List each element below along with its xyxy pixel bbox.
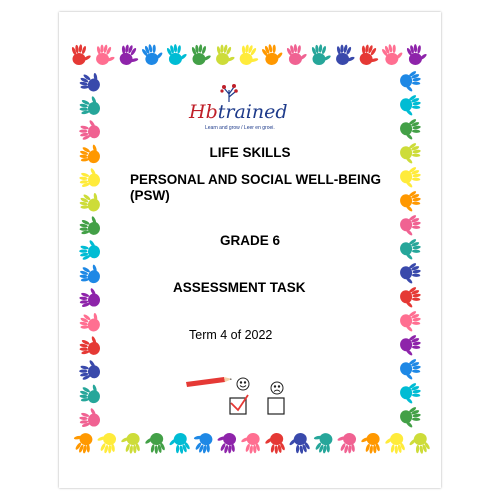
hand-print-icon xyxy=(140,41,165,67)
hand-print-icon xyxy=(167,431,192,456)
hand-print-icon xyxy=(78,261,103,286)
hand-print-icon xyxy=(70,430,96,456)
hand-print-icon xyxy=(78,334,101,357)
hand-print-icon xyxy=(407,431,432,456)
checked-box-icon xyxy=(230,395,248,414)
hand-print-icon xyxy=(79,167,100,188)
hand-print-icon xyxy=(191,44,211,65)
hand-print-icon xyxy=(357,42,382,68)
hand-print-icon xyxy=(398,309,423,334)
topic-title-line1: PERSONAL AND SOCIAL WELL-BEING xyxy=(130,172,382,187)
hand-print-icon xyxy=(237,42,262,68)
grade-title: GRADE 6 xyxy=(219,233,280,248)
hand-print-icon xyxy=(398,69,423,94)
hand-print-icon xyxy=(311,44,331,65)
hand-print-icon xyxy=(398,189,423,214)
hand-print-icon xyxy=(398,285,423,310)
hand-print-icon xyxy=(77,188,103,214)
brand-name-part1: Hb xyxy=(189,101,218,123)
hand-print-icon xyxy=(398,261,423,286)
hand-print-icon xyxy=(240,433,261,455)
task-title: ASSESSMENT TASK xyxy=(173,280,306,295)
hand-print-icon xyxy=(78,359,101,381)
hand-print-icon xyxy=(335,431,359,455)
hand-print-icon xyxy=(334,43,357,66)
hand-print-icon xyxy=(165,43,188,66)
brand-tagline: Learn and grow / Leer en groei. xyxy=(205,125,275,131)
empty-box-icon xyxy=(268,398,284,414)
hand-print-icon xyxy=(398,117,423,142)
hand-print-icon xyxy=(214,43,237,66)
subject-title: LIFE SKILLS xyxy=(209,145,291,160)
brand-logo xyxy=(189,101,288,123)
hand-print-icon xyxy=(120,433,141,455)
hand-print-icon xyxy=(77,308,103,334)
hand-print-icon xyxy=(78,381,103,406)
hand-print-icon xyxy=(144,432,166,455)
hand-print-icon xyxy=(78,119,101,141)
smiley-face-icon xyxy=(237,378,249,390)
hand-print-icon xyxy=(78,94,101,117)
hand-print-icon xyxy=(79,407,100,428)
hand-print-icon xyxy=(405,43,428,66)
hand-print-icon xyxy=(360,433,381,455)
hand-print-icon xyxy=(384,432,406,455)
document-page xyxy=(59,12,441,488)
hand-print-icon xyxy=(398,405,423,430)
hand-print-icon xyxy=(95,431,119,455)
brand-name-part2: trained xyxy=(217,101,288,123)
sad-face-icon xyxy=(271,382,283,394)
hand-print-icon xyxy=(398,93,423,118)
hand-print-icon xyxy=(264,432,286,455)
hand-print-icon xyxy=(190,430,216,456)
hand-print-icon xyxy=(77,68,103,94)
assessment-illustration xyxy=(184,376,294,422)
hand-print-icon xyxy=(380,41,405,67)
hand-print-icon xyxy=(79,287,100,308)
hand-print-icon xyxy=(310,430,336,456)
hand-print-icon xyxy=(260,41,285,67)
hand-print-icon xyxy=(398,357,423,382)
topic-title-line2: (PSW) xyxy=(130,188,170,203)
hand-print-icon xyxy=(398,381,423,406)
pencil-icon xyxy=(186,377,232,387)
hand-print-icon xyxy=(287,431,312,456)
hand-print-icon xyxy=(94,43,117,66)
hand-print-icon xyxy=(398,165,423,190)
hand-print-icon xyxy=(215,431,239,455)
hand-print-icon xyxy=(285,43,308,66)
hand-print-icon xyxy=(117,42,142,68)
hand-print-icon xyxy=(398,333,423,358)
term-label: Term 4 of 2022 xyxy=(189,328,273,342)
hand-print-icon xyxy=(71,44,91,65)
